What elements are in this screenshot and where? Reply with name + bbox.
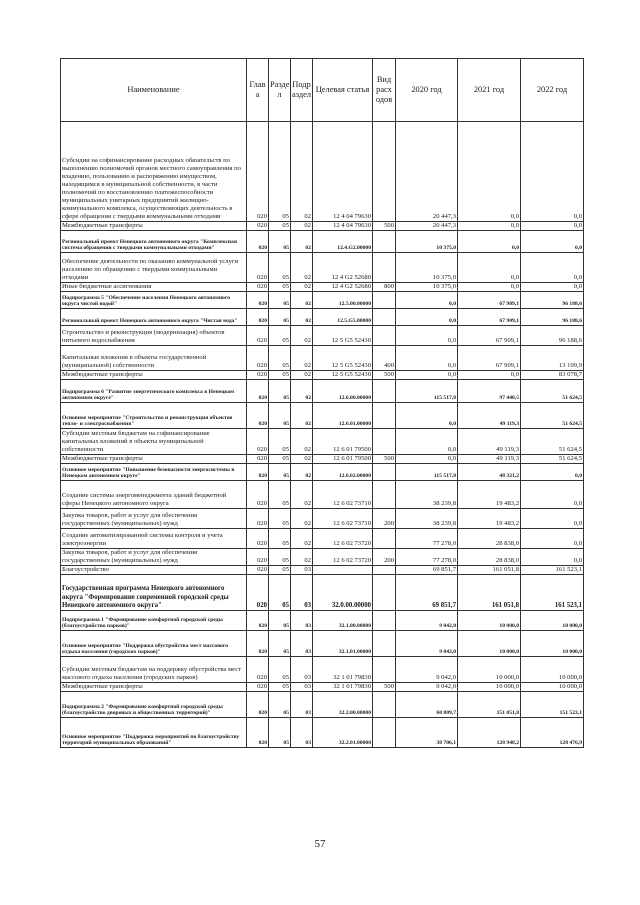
row-glava: 020: [247, 631, 269, 657]
row-2021: 19 483,2: [458, 509, 521, 529]
row-glava: 020: [247, 346, 269, 371]
row-2020: 0,0: [396, 371, 458, 380]
header-2020: 2020 год: [396, 59, 458, 122]
row-podrazdel: 03: [291, 575, 313, 611]
row-glava: 020: [247, 326, 269, 346]
table-row: [61, 657, 584, 683]
row-name: Подпрограмма 2 "Формирование комфортной городской среды (благоустройство дворовых и общественных территорий)": [61, 692, 247, 718]
row-2020: 69 851,7: [396, 575, 458, 611]
table-body: [61, 122, 584, 748]
row-podrazdel: 02: [291, 464, 313, 481]
row-2021: 48 321,2: [458, 464, 521, 481]
row-vid: 500: [373, 683, 396, 692]
row-razdel: 05: [269, 464, 291, 481]
header-name: Наименование: [61, 59, 247, 122]
row-2022: 13 109,9: [521, 346, 584, 371]
row-2022: 51 624,5: [521, 429, 584, 455]
table-row: [61, 283, 584, 292]
row-2020: 0,0: [396, 455, 458, 464]
row-2020: 38 239,8: [396, 509, 458, 529]
row-podrazdel: 02: [291, 549, 313, 566]
row-2021: 128 948,2: [458, 718, 521, 748]
table-row: [61, 429, 584, 455]
row-statya: 12.6.02.00000: [313, 464, 373, 481]
row-podrazdel: 02: [291, 292, 313, 309]
row-2021: 161 051,8: [458, 566, 521, 575]
row-vid: [373, 575, 396, 611]
row-razdel: 05: [269, 292, 291, 309]
row-2022: 10 000,0: [521, 631, 584, 657]
row-glava: 020: [247, 403, 269, 429]
row-razdel: 05: [269, 429, 291, 455]
row-2021: 49 119,3: [458, 403, 521, 429]
row-razdel: 05: [269, 529, 291, 549]
row-vid: 500: [373, 371, 396, 380]
row-2022: 0,0: [521, 529, 584, 549]
row-vid: [373, 631, 396, 657]
row-2022: 0,0: [521, 481, 584, 509]
row-statya: 12 4 G2 52680: [313, 283, 373, 292]
row-razdel: 05: [269, 509, 291, 529]
table-row: [61, 122, 584, 222]
row-2020: 69 851,7: [396, 566, 458, 575]
row-statya: 32.1.00.00000: [313, 611, 373, 631]
row-2021: 67 909,1: [458, 346, 521, 371]
table-row: [61, 692, 584, 718]
row-podrazdel: 03: [291, 692, 313, 718]
row-2021: 0,0: [458, 222, 521, 231]
row-podrazdel: 03: [291, 657, 313, 683]
row-2021: 49 119,3: [458, 429, 521, 455]
table-row: [61, 509, 584, 529]
row-statya: 12 6 02 73710: [313, 509, 373, 529]
row-name: Субсидии на софинансирование расходных обязательств по выполнению полномочий органов местного самоуправления по владению, пользованию и распоряжению имуществом, находящимся в муниципальной собственности, в части полномочий по восстановлению платежеспособности муниципальных унитарных предприятий жилищно-коммунального комплекса, осуществляющих деятельность в сфере обращения с твердыми коммунальными отходами: [61, 122, 247, 222]
row-vid: [373, 464, 396, 481]
row-podrazdel: 02: [291, 380, 313, 403]
row-podrazdel: 02: [291, 529, 313, 549]
row-statya: 32.2.00.00000: [313, 692, 373, 718]
table-row: [61, 253, 584, 283]
row-2022: 96 188,6: [521, 326, 584, 346]
row-2022: 0,0: [521, 283, 584, 292]
row-statya: 12.4.G2.00000: [313, 231, 373, 253]
row-statya: 12.6.00.00000: [313, 380, 373, 403]
header-razdel: Разде л: [269, 59, 291, 122]
row-2020: 0,0: [396, 326, 458, 346]
row-vid: [373, 611, 396, 631]
row-2020: 38 706,1: [396, 718, 458, 748]
row-2022: 96 188,6: [521, 292, 584, 309]
row-2022: 0,0: [521, 122, 584, 222]
row-glava: 020: [247, 575, 269, 611]
row-name: Субсидии местным бюджетам на поддержку обустройства мест массового отдыха населения (городских парков): [61, 657, 247, 683]
row-razdel: 05: [269, 566, 291, 575]
row-glava: 020: [247, 309, 269, 326]
row-glava: 020: [247, 481, 269, 509]
row-2022: 0,0: [521, 231, 584, 253]
row-statya: [313, 566, 373, 575]
row-2020: 10 375,0: [396, 231, 458, 253]
budget-table: [60, 58, 584, 748]
row-podrazdel: 02: [291, 309, 313, 326]
row-razdel: 05: [269, 403, 291, 429]
row-razdel: 05: [269, 631, 291, 657]
table-row: [61, 371, 584, 380]
row-podrazdel: 02: [291, 326, 313, 346]
row-podrazdel: 03: [291, 611, 313, 631]
row-vid: [373, 657, 396, 683]
row-2020: 0,0: [396, 346, 458, 371]
row-podrazdel: 03: [291, 683, 313, 692]
row-glava: 020: [247, 509, 269, 529]
row-name: Закупка товаров, работ и услуг для обеспечения государственных (муниципальных) нужд: [61, 549, 247, 566]
table-row: [61, 631, 584, 657]
row-statya: 12 5 G5 52430: [313, 371, 373, 380]
row-statya: 32 1 01 79830: [313, 657, 373, 683]
row-2022: 151 523,1: [521, 692, 584, 718]
row-2022: 161 523,1: [521, 566, 584, 575]
row-razdel: 05: [269, 455, 291, 464]
row-2021: 0,0: [458, 283, 521, 292]
row-glava: 020: [247, 455, 269, 464]
table-row: [61, 529, 584, 549]
row-name: Подпрограмма 5 "Обеспечение населения Ненецкого автономного округа чистой водой": [61, 292, 247, 309]
row-2020: 20 447,3: [396, 122, 458, 222]
row-2020: 38 239,8: [396, 481, 458, 509]
row-2022: 0,0: [521, 464, 584, 481]
row-2022: 10 000,0: [521, 683, 584, 692]
row-statya: 32 1 01 79830: [313, 683, 373, 692]
row-glava: 020: [247, 122, 269, 222]
row-vid: 800: [373, 283, 396, 292]
row-name: Строительство и реконструкция (модернизация) объектов питьевого водоснабжения: [61, 326, 247, 346]
row-name: Основное мероприятие "Повышение безопасности энергосистемы в Ненецком автономном округе": [61, 464, 247, 481]
row-name: Иные бюджетные ассигнования: [61, 283, 247, 292]
row-2020: 20 447,3: [396, 222, 458, 231]
row-vid: 200: [373, 509, 396, 529]
row-glava: 020: [247, 371, 269, 380]
row-podrazdel: 02: [291, 231, 313, 253]
header-2022: 2022 год: [521, 59, 584, 122]
row-2020: 77 278,0: [396, 529, 458, 549]
row-glava: 020: [247, 566, 269, 575]
row-2021: 10 000,0: [458, 631, 521, 657]
row-glava: 020: [247, 253, 269, 283]
table-row: [61, 326, 584, 346]
row-name: Субсидии местным бюджетам на софинансирование капитальных вложений в объекты муниципальной собственности: [61, 429, 247, 455]
row-2020: 9 042,0: [396, 631, 458, 657]
row-2022: 10 000,0: [521, 611, 584, 631]
row-podrazdel: 02: [291, 455, 313, 464]
row-2022: 0,0: [521, 509, 584, 529]
row-glava: 020: [247, 549, 269, 566]
row-razdel: 05: [269, 657, 291, 683]
row-vid: [373, 718, 396, 748]
row-razdel: 05: [269, 481, 291, 509]
row-razdel: 05: [269, 122, 291, 222]
table-row: [61, 718, 584, 748]
row-glava: 020: [247, 283, 269, 292]
row-vid: [373, 292, 396, 309]
header-2021: 2021 год: [458, 59, 521, 122]
row-2021: 0,0: [458, 371, 521, 380]
row-2020: 9 042,0: [396, 611, 458, 631]
row-2022: 83 078,7: [521, 371, 584, 380]
row-razdel: 05: [269, 326, 291, 346]
row-name: Межбюджетные трансферты: [61, 371, 247, 380]
row-2021: 10 000,0: [458, 611, 521, 631]
row-razdel: 05: [269, 718, 291, 748]
row-vid: [373, 253, 396, 283]
row-2021: 49 119,3: [458, 455, 521, 464]
table-row: [61, 575, 584, 611]
row-2020: 0,0: [396, 309, 458, 326]
row-name: Межбюджетные трансферты: [61, 222, 247, 231]
row-statya: 12.5.00.00000: [313, 292, 373, 309]
row-2022: 0,0: [521, 253, 584, 283]
row-razdel: 05: [269, 692, 291, 718]
row-statya: 12.5.G5.00000: [313, 309, 373, 326]
row-name: Межбюджетные трансферты: [61, 455, 247, 464]
table-row: [61, 481, 584, 509]
row-vid: [373, 380, 396, 403]
row-2021: 10 000,0: [458, 683, 521, 692]
row-2022: 128 476,9: [521, 718, 584, 748]
table-row: [61, 549, 584, 566]
row-2020: 10 375,0: [396, 253, 458, 283]
row-2022: 51 624,5: [521, 403, 584, 429]
row-razdel: 05: [269, 309, 291, 326]
row-podrazdel: 02: [291, 222, 313, 231]
table-row: [61, 455, 584, 464]
row-glava: 020: [247, 611, 269, 631]
row-podrazdel: 02: [291, 253, 313, 283]
row-glava: 020: [247, 464, 269, 481]
row-glava: 020: [247, 692, 269, 718]
row-2021: 0,0: [458, 253, 521, 283]
row-2022: 0,0: [521, 222, 584, 231]
row-name: Межбюджетные трансферты: [61, 683, 247, 692]
row-podrazdel: 02: [291, 122, 313, 222]
row-2022: 10 000,0: [521, 657, 584, 683]
row-2021: 0,0: [458, 231, 521, 253]
header-podrazdel: Подр аздел: [291, 59, 313, 122]
row-2021: 67 909,1: [458, 292, 521, 309]
row-podrazdel: 02: [291, 371, 313, 380]
row-name: Государственная программа Ненецкого автономного округа "Формирование современной городской среды Ненецкого автономного округа": [61, 575, 247, 611]
row-podrazdel: 02: [291, 403, 313, 429]
row-podrazdel: 02: [291, 283, 313, 292]
row-name: Закупка товаров, работ и услуг для обеспечения государственных (муниципальных) нужд: [61, 509, 247, 529]
row-vid: [373, 326, 396, 346]
row-2020: 115 517,8: [396, 464, 458, 481]
row-2020: 0,0: [396, 403, 458, 429]
row-statya: 32.0.00.00000: [313, 575, 373, 611]
row-2022: 51 624,5: [521, 380, 584, 403]
row-podrazdel: 03: [291, 631, 313, 657]
row-name: Основное мероприятие "Строительство и реконструкция объектов тепло- и электроснабжения": [61, 403, 247, 429]
row-razdel: 05: [269, 253, 291, 283]
row-2022: 96 188,6: [521, 309, 584, 326]
row-razdel: 05: [269, 283, 291, 292]
header-statya: Целевая статья: [313, 59, 373, 122]
row-2020: 115 517,8: [396, 380, 458, 403]
row-statya: 12 6 01 79500: [313, 429, 373, 455]
row-name: Основное мероприятие "Поддержка мероприятий по благоустройству территорий муниципальных образований": [61, 718, 247, 748]
table-row: [61, 566, 584, 575]
row-glava: 020: [247, 292, 269, 309]
row-statya: 32.2.01.00000: [313, 718, 373, 748]
row-razdel: 05: [269, 611, 291, 631]
row-2021: 28 838,0: [458, 549, 521, 566]
row-razdel: 05: [269, 222, 291, 231]
row-2020: 0,0: [396, 292, 458, 309]
row-podrazdel: 02: [291, 509, 313, 529]
row-2020: 0,0: [396, 429, 458, 455]
row-razdel: 05: [269, 231, 291, 253]
header-glava: Глав а: [247, 59, 269, 122]
row-statya: 12 5 G5 52430: [313, 346, 373, 371]
row-2020: 60 809,7: [396, 692, 458, 718]
row-2022: 0,0: [521, 549, 584, 566]
row-2021: 19 483,2: [458, 481, 521, 509]
row-razdel: 05: [269, 346, 291, 371]
row-2021: 28 838,0: [458, 529, 521, 549]
row-2021: 10 000,0: [458, 657, 521, 683]
row-2021: 67 909,1: [458, 326, 521, 346]
row-statya: 12 6 02 73720: [313, 549, 373, 566]
table-row: [61, 380, 584, 403]
row-2020: 9 042,0: [396, 657, 458, 683]
row-vid: 400: [373, 346, 396, 371]
row-glava: 020: [247, 222, 269, 231]
table-row: [61, 346, 584, 371]
row-razdel: 05: [269, 549, 291, 566]
row-name: Подпрограмма 1 "Формирование комфортной городской среды (благоустройство парков)": [61, 611, 247, 631]
row-vid: [373, 529, 396, 549]
table-row: [61, 464, 584, 481]
row-name: Обеспечение деятельности по оказанию коммунальной услуги населению по обращению с твердыми коммунальными отходами: [61, 253, 247, 283]
row-statya: 12 4 G2 52680: [313, 253, 373, 283]
row-vid: 200: [373, 549, 396, 566]
row-statya: 12.6.01.00000: [313, 403, 373, 429]
row-glava: 020: [247, 231, 269, 253]
page-number: 57: [314, 838, 326, 850]
row-razdel: 05: [269, 371, 291, 380]
row-statya: 12 5 G5 52430: [313, 326, 373, 346]
header-vid: Вид расх одов: [373, 59, 396, 122]
row-2021: 151 051,8: [458, 692, 521, 718]
row-glava: 020: [247, 683, 269, 692]
row-2020: 9 042,0: [396, 683, 458, 692]
row-name: Создание системы энергоменеджмента зданий бюджетной сферы Ненецкого автономного округа: [61, 481, 247, 509]
row-name: Благоустройство: [61, 566, 247, 575]
row-name: Создание автоматизированной системы контроля и учета электроэнергии: [61, 529, 247, 549]
table-row: [61, 231, 584, 253]
row-glava: 020: [247, 529, 269, 549]
table-row: [61, 683, 584, 692]
table-row: [61, 611, 584, 631]
row-podrazdel: 03: [291, 566, 313, 575]
row-razdel: 05: [269, 380, 291, 403]
row-podrazdel: 03: [291, 718, 313, 748]
row-2021: 0,0: [458, 122, 521, 222]
row-podrazdel: 02: [291, 481, 313, 509]
row-name: Региональный проект Ненецкого автономного округа "Чистая вода": [61, 309, 247, 326]
row-name: Подпрограмма 6 "Развитие энергетического комплекса в Ненецком автономном округе": [61, 380, 247, 403]
row-vid: [373, 566, 396, 575]
row-name: Капитальные вложения в объекты государственной (муниципальной) собственности: [61, 346, 247, 371]
table-row: [61, 222, 584, 231]
row-vid: 500: [373, 222, 396, 231]
table-row: [61, 403, 584, 429]
row-2021: 97 440,5: [458, 380, 521, 403]
row-podrazdel: 02: [291, 429, 313, 455]
row-vid: [373, 231, 396, 253]
budget-table-sheet: [60, 58, 583, 748]
row-glava: 020: [247, 718, 269, 748]
row-statya: 32.1.01.00000: [313, 631, 373, 657]
row-razdel: 05: [269, 683, 291, 692]
row-vid: [373, 122, 396, 222]
row-2021: 67 909,1: [458, 309, 521, 326]
row-glava: 020: [247, 380, 269, 403]
row-vid: [373, 692, 396, 718]
row-2022: 51 624,5: [521, 455, 584, 464]
row-statya: 12 4 04 79630: [313, 122, 373, 222]
row-2022: 161 523,1: [521, 575, 584, 611]
row-vid: [373, 309, 396, 326]
row-vid: [373, 481, 396, 509]
row-statya: 12 6 01 79500: [313, 455, 373, 464]
row-2020: 77 278,0: [396, 549, 458, 566]
row-statya: 12 6 02 73720: [313, 529, 373, 549]
row-name: Основное мероприятие "Поддержка обустройства мест массового отдыха населения (городских парков)": [61, 631, 247, 657]
row-statya: 12 6 02 73710: [313, 481, 373, 509]
table-row: [61, 292, 584, 309]
row-2020: 10 375,0: [396, 283, 458, 292]
row-glava: 020: [247, 657, 269, 683]
row-glava: 020: [247, 429, 269, 455]
row-podrazdel: 02: [291, 346, 313, 371]
table-header-row: [61, 59, 584, 122]
table-row: [61, 309, 584, 326]
row-name: Региональный проект Ненецкого автономного округа "Комплексная система обращения с твердыми коммунальными отходами": [61, 231, 247, 253]
row-statya: 12 4 04 79630: [313, 222, 373, 231]
row-vid: 500: [373, 455, 396, 464]
row-razdel: 05: [269, 575, 291, 611]
row-2021: 161 051,8: [458, 575, 521, 611]
row-vid: [373, 429, 396, 455]
row-vid: [373, 403, 396, 429]
